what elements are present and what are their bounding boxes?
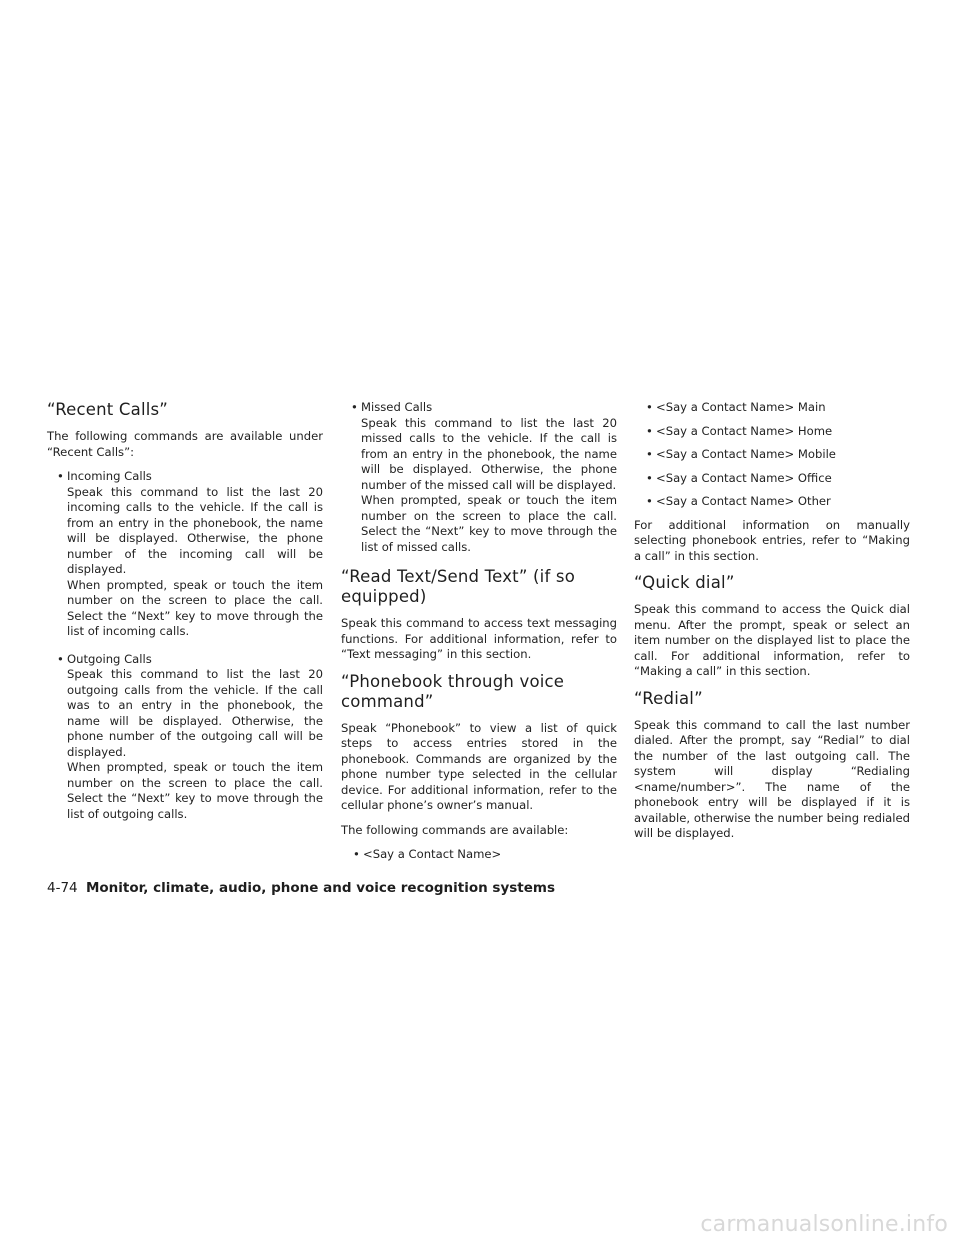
quick-dial-body: Speak this command to access the Quick dial menu. After the prompt, speak or select an item number on the displayed list to place the call. For additional information, refer to “Making a call” in this section.: [634, 602, 910, 678]
page-footer: [47, 880, 555, 896]
command-item: [634, 471, 910, 487]
command-item: [341, 847, 617, 863]
bullet-icon: •: [646, 494, 653, 508]
page-number: 4-74: [47, 880, 78, 896]
item-label: Outgoing Calls: [67, 651, 152, 666]
command-text: <Say a Contact Name> Mobile: [656, 447, 836, 461]
read-send-text-heading: “Read Text/Send Text” (if so equipped): [341, 567, 576, 606]
item-description: Speak this command to list the last 20 missed calls to the vehicle. If the call is from an entry in the phonebook, the name will be displayed. Otherwise, the phone number of the missed call will be displayed.: [361, 415, 617, 492]
bullet-icon: •: [57, 651, 64, 666]
bullet-icon: •: [57, 469, 64, 483]
list-item-outgoing-calls: [47, 652, 323, 823]
available-commands-intro: The following commands are available:: [341, 822, 569, 837]
list-item-missed-calls: [341, 400, 617, 555]
item-label: Missed Calls: [361, 400, 433, 414]
list-item-incoming-calls: [47, 469, 323, 640]
command-item: [634, 494, 910, 510]
command-item: [634, 447, 910, 463]
bullet-icon: •: [646, 400, 653, 414]
item-description: Speak this command to list the last 20 outgoing calls from the vehicle. If the call was to an entry in the phonebook, the name will be displayed. Otherwise, the phone number of the outgoing call will be displayed.: [67, 667, 323, 759]
item-description-2: When prompted, speak or touch the item number on the screen to place the call. Select the “Next” key to move through the list of outgoing calls.: [67, 760, 323, 821]
manual-selection-note: For additional information on manually selecting phonebook entries, refer to “Making a call” in this section.: [634, 517, 910, 563]
bullet-icon: •: [351, 400, 358, 414]
watermark: carmanualsonline.info: [700, 1212, 948, 1237]
column-middle: [341, 400, 617, 871]
column-right: [634, 400, 910, 851]
item-description: Speak this command to list the last 20 incoming calls to the vehicle. If the call is from an entry in the phonebook, the name will be displayed. Otherwise, the phone number of the incoming call will be displayed.: [67, 484, 323, 576]
bullet-icon: •: [646, 423, 653, 438]
chapter-title: Monitor, climate, audio, phone and voice recognition systems: [85, 880, 556, 896]
recent-calls-heading: “Recent Calls”: [47, 400, 169, 419]
command-text: <Say a Contact Name> Main: [656, 400, 826, 414]
item-label: Incoming Calls: [67, 469, 152, 483]
bullet-icon: •: [646, 447, 653, 461]
command-text: <Say a Contact Name> Office: [656, 470, 832, 485]
command-item: [634, 424, 910, 440]
redial-heading: “Redial”: [634, 688, 703, 708]
recent-calls-intro: The following commands are available under “Recent Calls”:: [47, 429, 323, 459]
bullet-icon: •: [646, 470, 653, 485]
quick-dial-heading: “Quick dial”: [634, 573, 735, 592]
item-description-2: When prompted, speak or touch the item number on the screen to place the call. Select the “Next” key to move through the list of missed calls.: [361, 493, 617, 554]
phonebook-heading: “Phonebook through voice command”: [341, 671, 565, 711]
command-text: <Say a Contact Name>: [363, 847, 502, 861]
command-text: <Say a Contact Name> Other: [656, 494, 831, 508]
phonebook-body: Speak “Phonebook” to view a list of quick steps to access entries stored in the phonebook. Commands are organized by the phone number type selected in the cellular device. For additional information, refer to the cellular phone’s owner’s manual.: [341, 720, 617, 812]
bullet-icon: •: [353, 847, 360, 861]
item-description-2: When prompted, speak or touch the item number on the screen to place the call. Select the “Next” key to move through the list of incoming calls.: [67, 577, 323, 638]
command-item: [634, 400, 910, 416]
column-left: [47, 400, 323, 834]
redial-body: Speak this command to call the last number dialed. After the prompt, say “Redial” to dial the number of the last outgoing call. The system will display “Redialing <name/number>”. The name of the phonebook entry will be displayed if it is available, otherwise the number being redialed will be displayed.: [634, 717, 910, 840]
read-send-text-body: Speak this command to access text messaging functions. For additional information, refer to “Text messaging” in this section.: [341, 616, 617, 661]
command-text: <Say a Contact Name> Home: [656, 423, 833, 438]
